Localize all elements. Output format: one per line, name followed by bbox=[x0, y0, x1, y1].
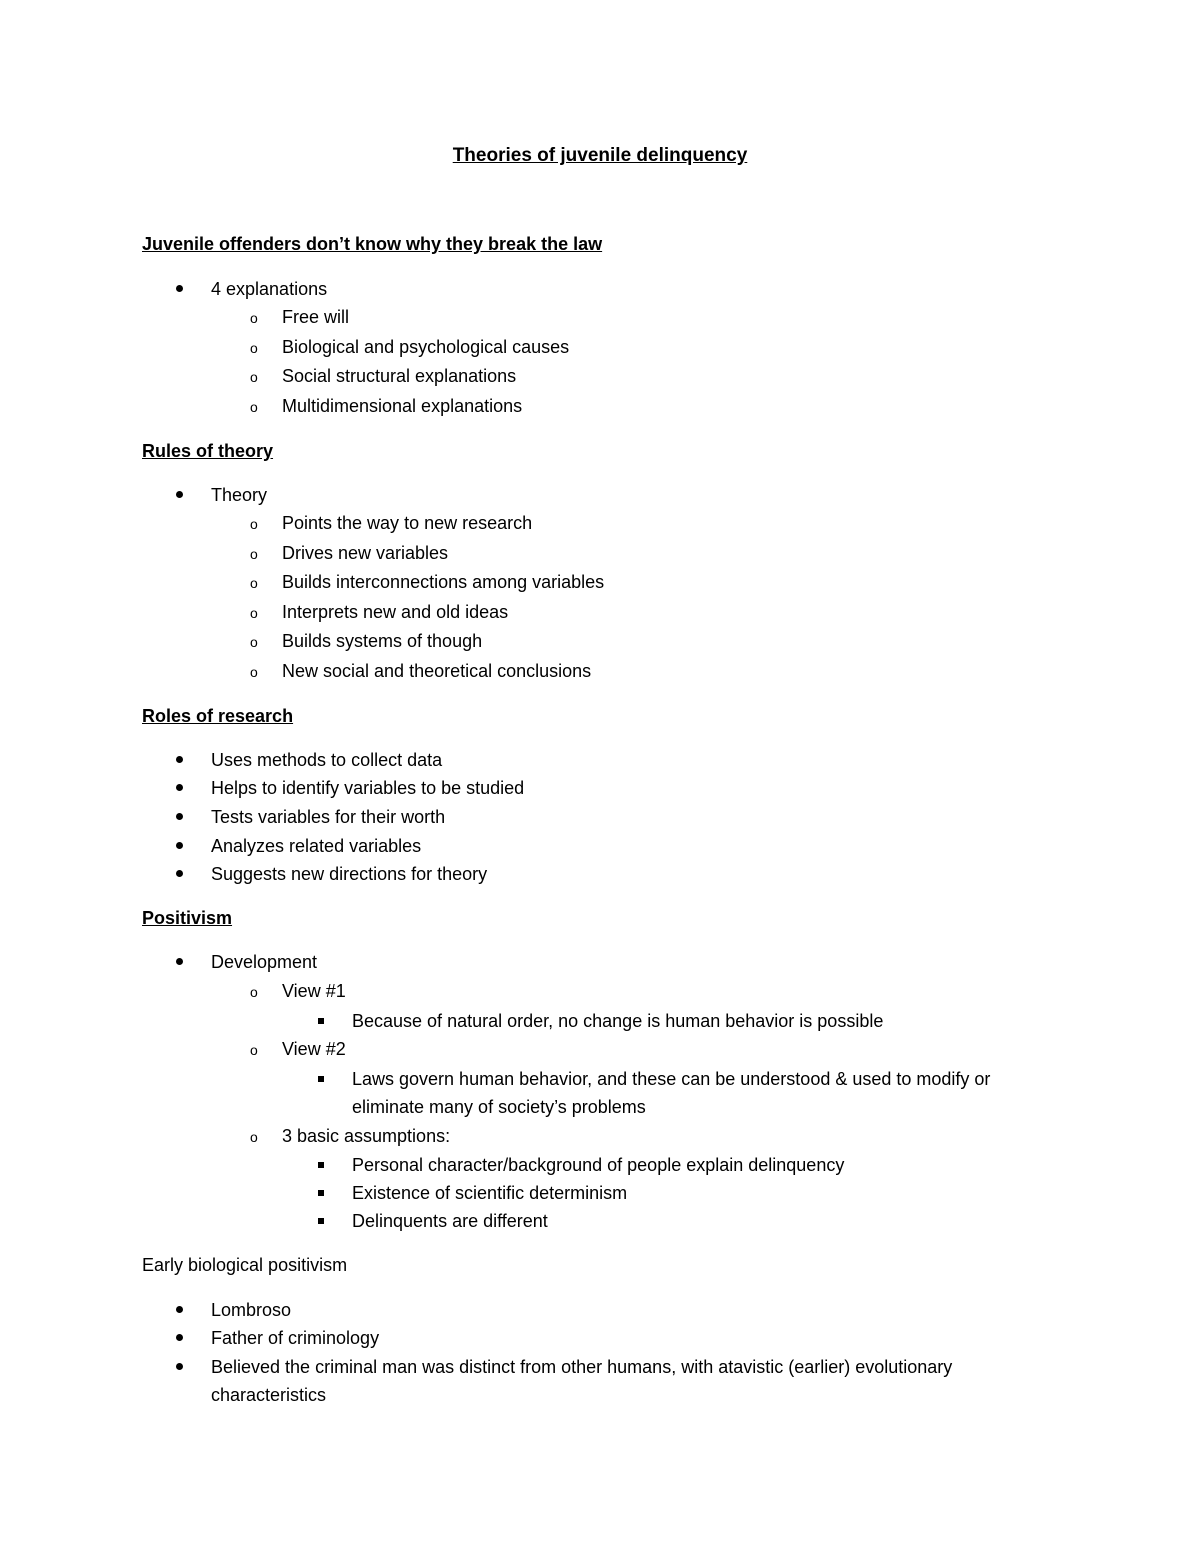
bullet-icon bbox=[176, 1306, 183, 1313]
document-title: Theories of juvenile delinquency bbox=[452, 145, 748, 166]
list-item-continuation: eliminate many of society’s problems bbox=[352, 1097, 646, 1117]
section-heading-roles-of-research: Roles of research bbox=[142, 706, 294, 726]
bullet-icon bbox=[176, 756, 183, 763]
circle-bullet-icon: o bbox=[250, 575, 258, 591]
list-item: Social structural explanations bbox=[282, 366, 517, 386]
square-bullet-icon bbox=[318, 1162, 324, 1168]
list-item: Existence of scientific determinism bbox=[352, 1183, 628, 1203]
list-item: Builds interconnections among variables bbox=[282, 572, 605, 592]
list-item: Delinquents are different bbox=[352, 1211, 548, 1231]
list-item: Points the way to new research bbox=[282, 513, 533, 533]
list-item: Multidimensional explanations bbox=[282, 396, 523, 416]
circle-bullet-icon: o bbox=[250, 634, 258, 650]
list-item: New social and theoretical conclusions bbox=[282, 661, 592, 681]
list-item: Father of criminology bbox=[211, 1328, 380, 1348]
list-item: Tests variables for their worth bbox=[211, 807, 446, 827]
list-item: Drives new variables bbox=[282, 543, 449, 563]
list-item: Personal character/background of people explain delinquency bbox=[352, 1155, 845, 1175]
bullet-icon bbox=[176, 1334, 183, 1341]
circle-bullet-icon: o bbox=[250, 664, 258, 680]
circle-bullet-icon: o bbox=[250, 310, 258, 326]
bullet-icon bbox=[176, 285, 183, 292]
circle-bullet-icon: o bbox=[250, 369, 258, 385]
section-heading-rules-of-theory: Rules of theory bbox=[142, 441, 274, 461]
list-item: Because of natural order, no change is human behavior is possible bbox=[352, 1011, 884, 1031]
square-bullet-icon bbox=[318, 1190, 324, 1196]
list-item-continuation: characteristics bbox=[211, 1385, 327, 1405]
section-heading-early-biological-positivism: Early biological positivism bbox=[142, 1255, 348, 1275]
circle-bullet-icon: o bbox=[250, 1042, 258, 1058]
list-item: 4 explanations bbox=[211, 279, 328, 299]
list-item: Free will bbox=[282, 307, 350, 327]
list-item: Development bbox=[211, 952, 318, 972]
circle-bullet-icon: o bbox=[250, 340, 258, 356]
square-bullet-icon bbox=[318, 1076, 324, 1082]
bullet-icon bbox=[176, 1363, 183, 1370]
list-item: Biological and psychological causes bbox=[282, 337, 570, 357]
bullet-icon bbox=[176, 870, 183, 877]
list-item: 3 basic assumptions: bbox=[282, 1126, 451, 1146]
list-item: Laws govern human behavior, and these can be understood & used to modify or bbox=[352, 1069, 991, 1089]
list-item: Lombroso bbox=[211, 1300, 292, 1320]
circle-bullet-icon: o bbox=[250, 984, 258, 1000]
square-bullet-icon bbox=[318, 1218, 324, 1224]
bullet-icon bbox=[176, 784, 183, 791]
section-heading-juvenile-offenders: Juvenile offenders don’t know why they break the law bbox=[142, 234, 603, 254]
list-item: Theory bbox=[211, 485, 268, 505]
circle-bullet-icon: o bbox=[250, 546, 258, 562]
circle-bullet-icon: o bbox=[250, 516, 258, 532]
list-item: Interprets new and old ideas bbox=[282, 602, 509, 622]
bullet-icon bbox=[176, 958, 183, 965]
list-item: Uses methods to collect data bbox=[211, 750, 443, 770]
bullet-icon bbox=[176, 842, 183, 849]
section-heading-positivism: Positivism bbox=[142, 908, 233, 928]
circle-bullet-icon: o bbox=[250, 1129, 258, 1145]
list-item: Analyzes related variables bbox=[211, 836, 422, 856]
circle-bullet-icon: o bbox=[250, 399, 258, 415]
square-bullet-icon bbox=[318, 1018, 324, 1024]
list-item: Suggests new directions for theory bbox=[211, 864, 488, 884]
list-item: Helps to identify variables to be studied bbox=[211, 778, 525, 798]
list-item: Builds systems of though bbox=[282, 631, 483, 651]
bullet-icon bbox=[176, 491, 183, 498]
list-item: Believed the criminal man was distinct from other humans, with atavistic (earlier) evolutionary bbox=[211, 1357, 953, 1377]
list-item: View #1 bbox=[282, 981, 346, 1001]
circle-bullet-icon: o bbox=[250, 605, 258, 621]
bullet-icon bbox=[176, 813, 183, 820]
list-item: View #2 bbox=[282, 1039, 346, 1059]
